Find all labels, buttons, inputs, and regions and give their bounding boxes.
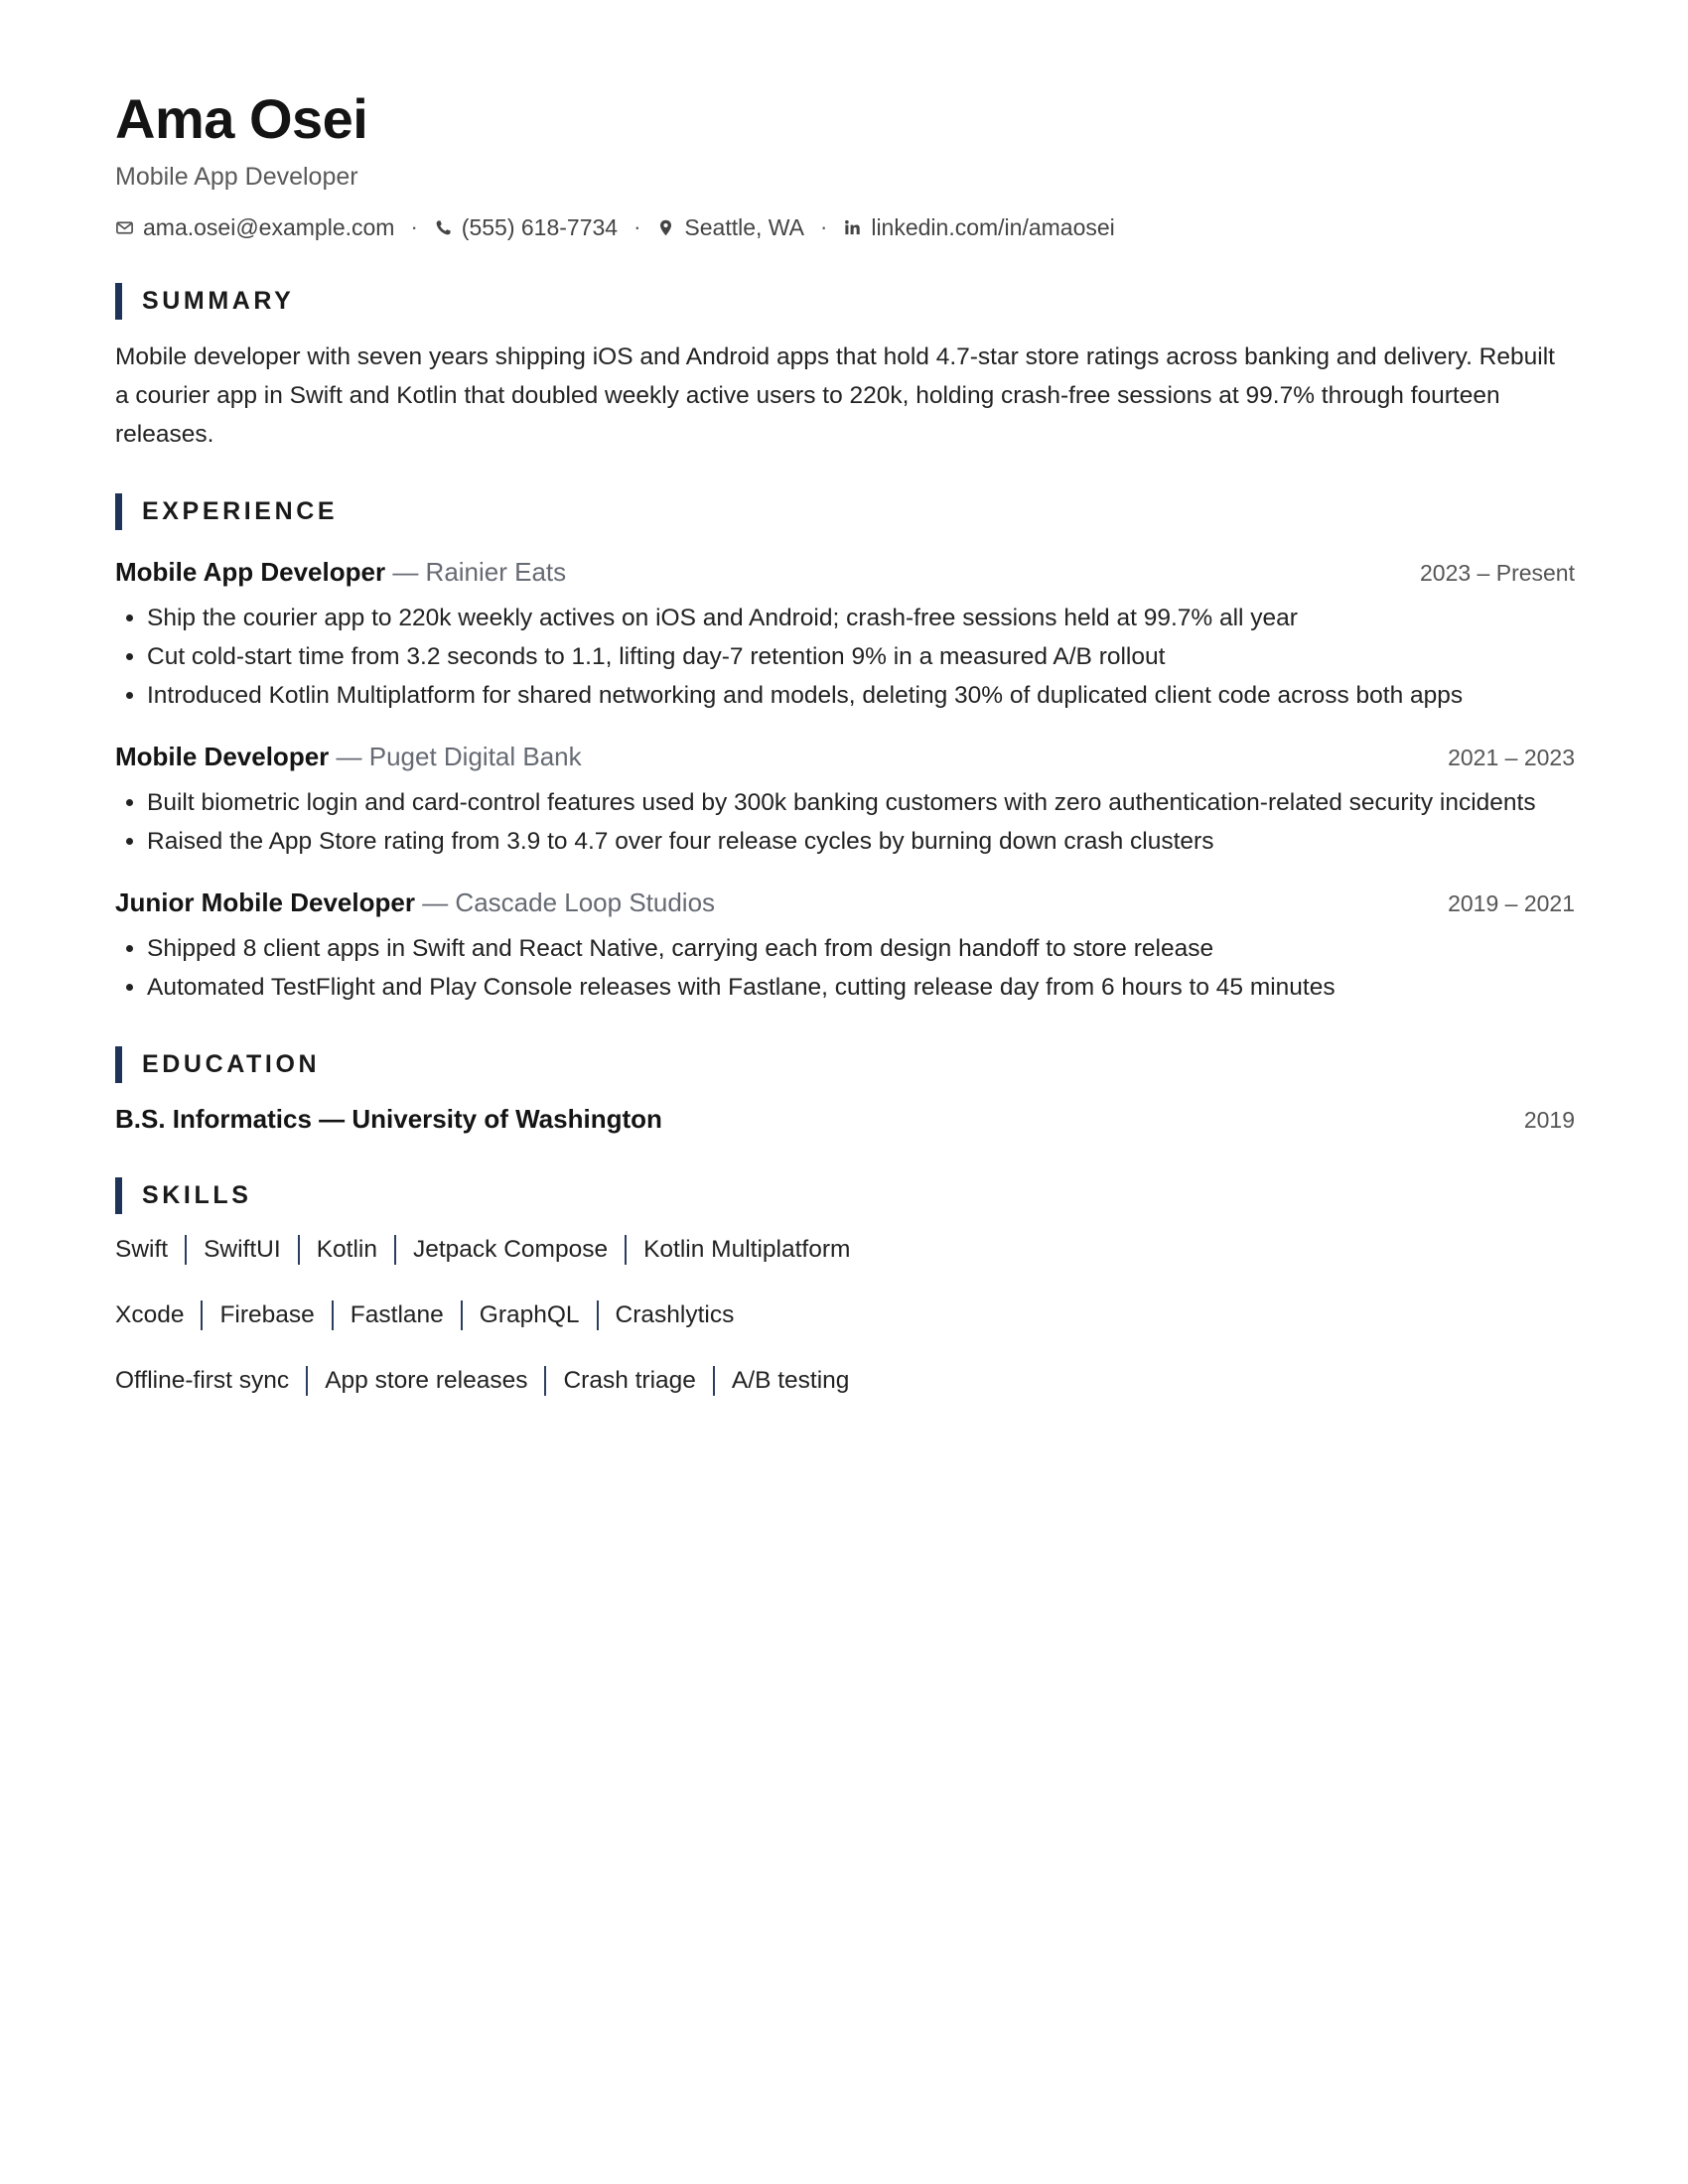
job-bullet: • Introduced Kotlin Multiplatform for shared networking and models, deleting 30% of duplicated client code across both apps	[147, 676, 1575, 715]
contact-separator: ·	[820, 214, 828, 239]
education-section	[115, 1046, 1575, 1138]
skill-item: App store releases	[325, 1367, 528, 1394]
job-bullet: • Ship the courier app to 220k weekly actives on iOS and Android; crash-free sessions held at 99.7% all year	[147, 599, 1575, 637]
location-pin-icon	[656, 218, 675, 237]
linkedin-icon	[843, 218, 862, 237]
section-heading	[115, 493, 1575, 530]
job-header	[115, 554, 1575, 591]
job-bullet: • Built biometric login and card-control features used by 300k banking customers with zero authentication-related security incidents	[147, 783, 1575, 822]
skill-item: Swift	[115, 1236, 169, 1263]
experience-section	[115, 493, 1575, 1007]
education-entry	[115, 1101, 1575, 1138]
job-company: — Puget Digital Bank	[336, 742, 582, 771]
contact-location-text: Seattle, WA	[684, 214, 804, 240]
education-heading: EDUCATION	[142, 1050, 321, 1078]
job-entry	[115, 554, 1575, 715]
job-bullet: • Shipped 8 client apps in Swift and React Native, carrying each from design handoff to store release	[147, 929, 1575, 968]
job-bullets	[115, 599, 1575, 715]
contact-bar	[115, 211, 1575, 243]
job-bullets	[115, 783, 1575, 861]
skill-divider	[332, 1300, 334, 1330]
candidate-name: Ama Osei	[115, 87, 368, 150]
section-heading	[115, 1177, 1575, 1214]
skills-section	[115, 1177, 1575, 1399]
job-company: — Rainier Eats	[392, 557, 567, 587]
job-dates: 2023 – Present	[1419, 560, 1575, 586]
summary-section	[115, 283, 1575, 454]
contact-location	[656, 211, 804, 243]
job-entry	[115, 885, 1575, 1007]
job-header	[115, 885, 1575, 921]
contact-email[interactable]	[115, 211, 394, 243]
skill-row	[115, 1363, 1575, 1399]
summary-heading: SUMMARY	[142, 287, 295, 315]
job-title: Junior Mobile Developer	[115, 887, 415, 917]
skill-item: Jetpack Compose	[412, 1236, 609, 1263]
skill-divider	[625, 1235, 627, 1265]
experience-heading: EXPERIENCE	[142, 497, 339, 525]
job-bullets	[115, 929, 1575, 1007]
section-heading	[115, 1046, 1575, 1083]
skill-divider	[544, 1366, 546, 1396]
skill-divider	[461, 1300, 463, 1330]
skill-item: GraphQL	[479, 1301, 580, 1328]
skill-item: Crashlytics	[615, 1301, 735, 1328]
job-entry	[115, 739, 1575, 861]
skill-item: Firebase	[219, 1301, 315, 1328]
skill-item: Kotlin Multiplatform	[643, 1236, 851, 1263]
skill-item: Fastlane	[350, 1301, 444, 1328]
skill-divider	[201, 1300, 203, 1330]
job-header	[115, 739, 1575, 775]
skill-item: SwiftUI	[204, 1236, 281, 1263]
education-year: 2019	[1523, 1107, 1575, 1133]
resume-page	[115, 85, 1575, 1429]
candidate-role: Mobile App Developer	[115, 163, 358, 191]
contact-linkedin-text: linkedin.com/in/amaosei	[871, 214, 1115, 240]
skill-divider	[185, 1235, 187, 1265]
contact-linkedin[interactable]	[843, 211, 1114, 243]
job-dates: 2021 – 2023	[1448, 745, 1575, 770]
contact-phone-text: (555) 618-7734	[461, 214, 619, 240]
skill-item: A/B testing	[731, 1367, 850, 1394]
skill-item: Offline-first sync	[115, 1367, 290, 1394]
skill-divider	[298, 1235, 300, 1265]
contact-email-text: ama.osei@example.com	[143, 214, 395, 240]
job-title: Mobile Developer	[115, 742, 330, 771]
skill-item: Kotlin	[316, 1236, 377, 1263]
section-accent-bar	[115, 1046, 122, 1083]
education-degree: B.S. Informatics — University of Washington	[115, 1104, 662, 1134]
contact-phone[interactable]	[434, 211, 618, 243]
section-accent-bar	[115, 1177, 122, 1214]
section-heading	[115, 283, 1575, 320]
section-accent-bar	[115, 493, 122, 530]
job-bullet: • Raised the App Store rating from 3.9 to 4.7 over four release cycles by burning down crash clusters	[147, 822, 1575, 861]
skill-item: Xcode	[115, 1301, 185, 1328]
job-title: Mobile App Developer	[115, 557, 386, 587]
skill-row	[115, 1232, 1575, 1268]
phone-icon	[434, 218, 453, 237]
contact-separator: ·	[633, 214, 641, 239]
section-accent-bar	[115, 283, 122, 320]
skill-divider	[713, 1366, 715, 1396]
mail-icon	[115, 218, 134, 237]
job-bullet: • Automated TestFlight and Play Console releases with Fastlane, cutting release day from 6 hours to 45 minutes	[147, 968, 1575, 1007]
summary-text: Mobile developer with seven years shipping iOS and Android apps that hold 4.7-star store ratings across banking and delivery. Rebuilt a courier app in Swift and Kotlin that doubled weekly active users to 220k, holding crash-free sessions at 99.7% through fourteen releases.	[115, 343, 1555, 448]
job-company: — Cascade Loop Studios	[422, 887, 716, 917]
skill-divider	[597, 1300, 599, 1330]
skill-divider	[394, 1235, 396, 1265]
skill-row	[115, 1297, 1575, 1333]
job-bullet: • Cut cold-start time from 3.2 seconds to 1.1, lifting day-7 retention 9% in a measured A/B rollout	[147, 637, 1575, 676]
job-dates: 2019 – 2021	[1448, 890, 1575, 916]
skill-divider	[306, 1366, 308, 1396]
contact-separator: ·	[410, 214, 418, 239]
skills-heading: SKILLS	[142, 1181, 252, 1209]
skill-item: Crash triage	[563, 1367, 696, 1394]
